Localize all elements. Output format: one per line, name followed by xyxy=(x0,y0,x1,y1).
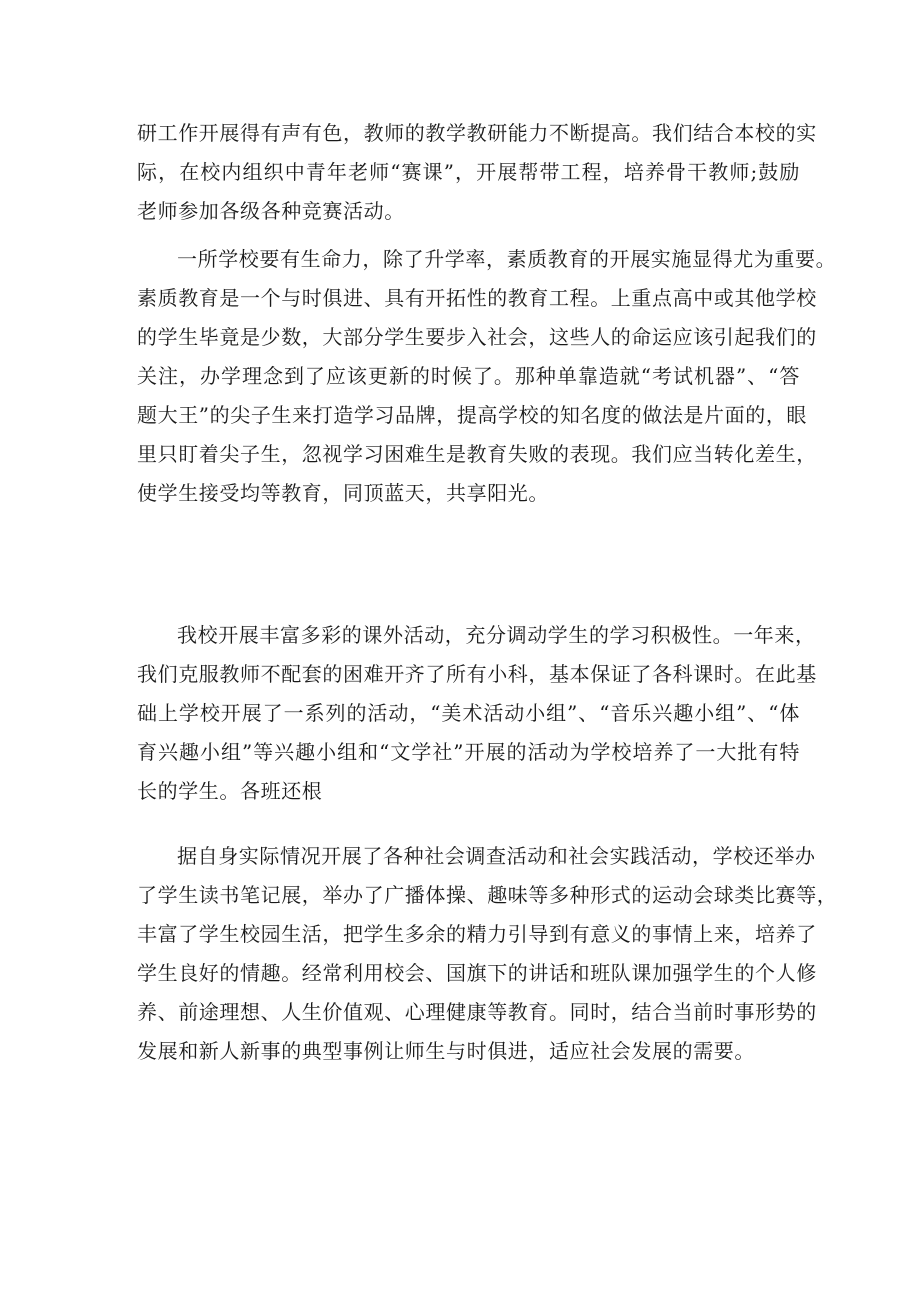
paragraph-3 xyxy=(137,620,817,810)
paragraph-1 xyxy=(137,118,817,228)
paragraph-4-line-3: 丰富了学生校园生活，把学生多余的精力引导到有意义的事情上来，培养了 xyxy=(137,922,817,946)
paragraph-3-line-4: 育兴趣小组”等兴趣小组和“文学社”开展的活动为学校培养了一大批有特 xyxy=(137,740,800,764)
paragraph-2-line-1: 一所学校要有生命力，除了升学率，素质教育的开展实施显得尤为重要。 xyxy=(177,247,837,271)
paragraph-2 xyxy=(137,244,837,588)
paragraph-4-line-1: 据自身实际情况开展了各种社会调查活动和社会实践活动，学校还举办 xyxy=(177,844,816,868)
paragraph-4 xyxy=(137,841,838,1071)
paragraph-2-line-4: 关注，办学理念到了应该更新的时候了。那种单靠造就“考试机器”、“答 xyxy=(137,364,800,388)
paragraph-1-line-2: 际，在校内组织中青年老师“赛课”，开展帮带工程，培养骨干教师;鼓励 xyxy=(137,160,800,184)
paragraph-2-line-2: 素质教育是一个与时俱进、具有开拓性的教育工程。上重点高中或其他学校 xyxy=(137,286,817,310)
paragraph-3-line-1: 我校开展丰富多彩的课外活动，充分调动学生的学习积极性。一年来， xyxy=(177,623,816,647)
paragraph-3-line-3: 础上学校开展了一系列的活动，“美术活动小组”、“音乐兴趣小组”、“体 xyxy=(137,701,800,725)
paragraph-4-line-2: 了学生读书笔记展，举办了广播体操、趣味等多种形式的运动会球类比赛等， xyxy=(137,883,838,907)
paragraph-2-line-7: 使学生接受均等教育，同顶蓝天，共享阳光。 xyxy=(137,481,549,505)
paragraph-4-line-5: 养、前途理想、人生价值观、心理健康等教育。同时，结合当前时事形势的 xyxy=(137,1000,817,1024)
paragraph-3-line-5: 长的学生。各班还根 xyxy=(137,779,323,803)
paragraph-1-line-3: 老师参加各级各种竞赛活动。 xyxy=(137,199,405,223)
paragraph-2-line-6: 里只盯着尖子生，忽视学习困难生是教育失败的表现。我们应当转化差生， xyxy=(137,442,817,466)
paragraph-4-line-4: 学生良好的情趣。经常利用校会、国旗下的讲话和班队课加强学生的个人修 xyxy=(137,961,817,985)
paragraph-1-line-1: 研工作开展得有声有色，教师的教学教研能力不断提高。我们结合本校的实 xyxy=(137,121,817,145)
paragraph-4-line-6: 发展和新人新事的典型事例让师生与时俱进，适应社会发展的需要。 xyxy=(137,1039,755,1063)
paragraph-2-line-3: 的学生毕竟是少数，大部分学生要步入社会，这些人的命运应该引起我们的 xyxy=(137,325,817,349)
paragraph-3-line-2: 我们克服教师不配套的困难开齐了所有小科，基本保证了各科课时。在此基 xyxy=(137,662,817,686)
paragraph-2-line-5: 题大王”的尖子生来打造学习品牌，提高学校的知名度的做法是片面的，眼 xyxy=(137,403,808,427)
